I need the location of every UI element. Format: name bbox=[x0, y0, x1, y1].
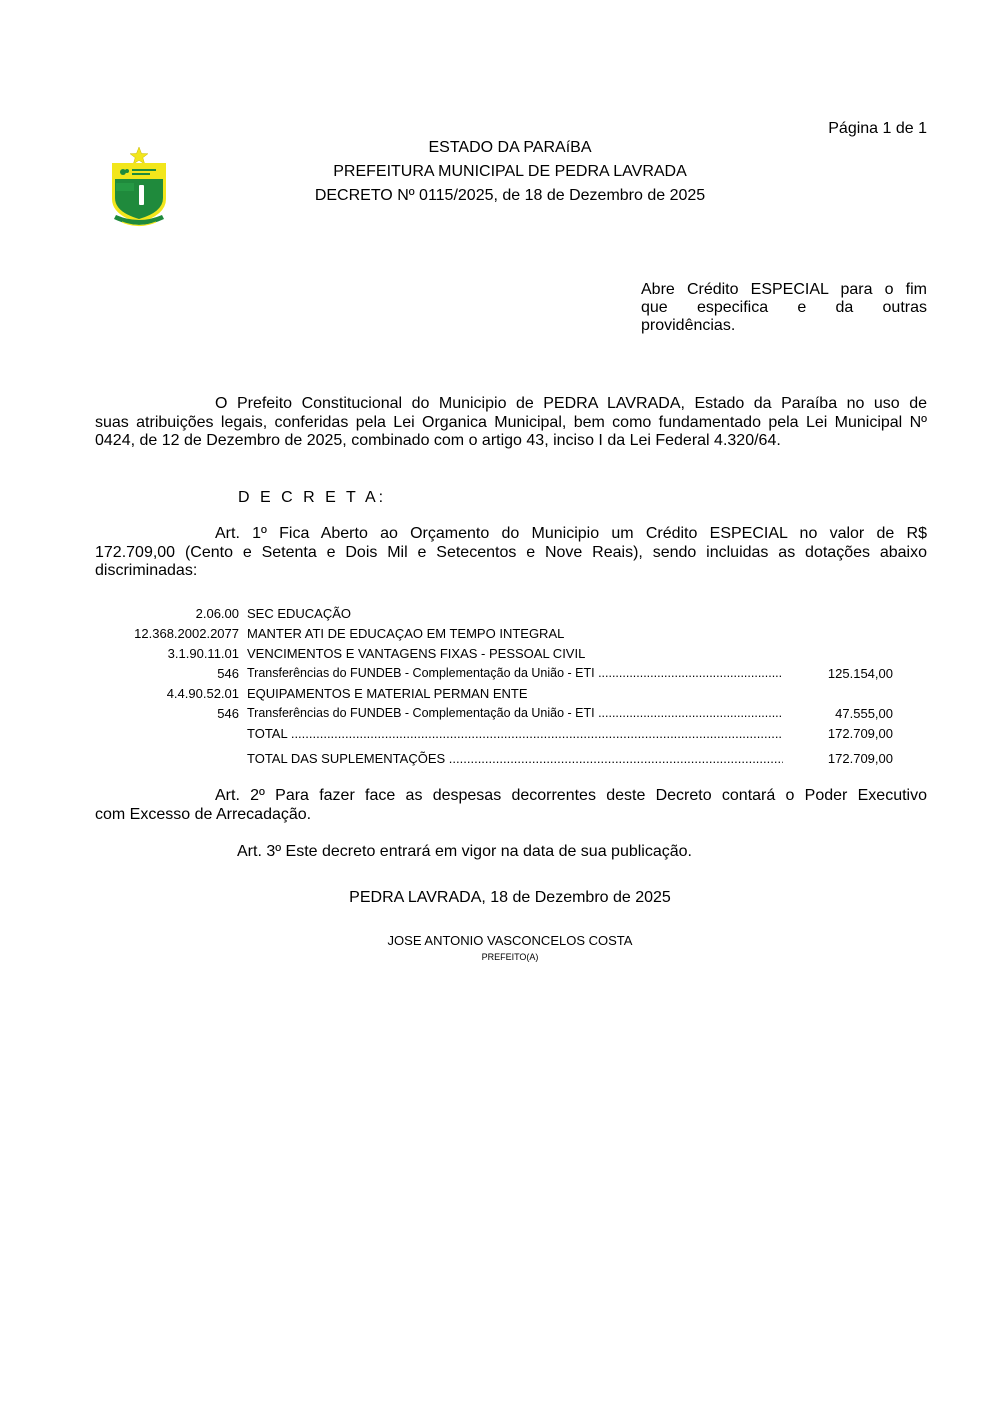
grand-total-row bbox=[95, 751, 895, 769]
signatory-name: JOSE ANTONIO VASCONCELOS COSTA bbox=[387, 933, 633, 948]
dotacao-desc: VENCIMENTOS E VANTAGENS FIXAS - PESSOAL CIVIL bbox=[247, 646, 586, 661]
page-indicator: Página 1 de 1 bbox=[828, 120, 927, 137]
ementa bbox=[641, 281, 927, 335]
total-row bbox=[95, 726, 895, 744]
dotacao-code: 3.1.90.11.01 bbox=[167, 646, 239, 661]
article-2-line: Art. 2º Para fazer face as despesas decorrentes deste Decreto contará o Poder Executivo bbox=[215, 787, 927, 804]
municipal-crest-logo bbox=[106, 145, 172, 231]
preamble-line: 0424, de 12 de Dezembro de 2025, combinado com o artigo 43, inciso I da Lei Federal 4.320/64. bbox=[95, 432, 781, 449]
table-row bbox=[95, 706, 895, 724]
dotacao-desc: SEC EDUCAÇÃO bbox=[247, 606, 352, 621]
header-state: ESTADO DA PARAíBA bbox=[428, 139, 592, 156]
place-date: PEDRA LAVRADA, 18 de Dezembro de 2025 bbox=[349, 889, 671, 906]
dotacao-code: 4.4.90.52.01 bbox=[166, 686, 239, 701]
table-row bbox=[95, 666, 895, 684]
total-label: TOTAL ..... bbox=[247, 726, 783, 741]
dotacao-code: 12.368.2002.2077 bbox=[134, 626, 239, 641]
header-decree-number: DECRETO Nº 0115/2025, de 18 de Dezembro de 2025 bbox=[314, 187, 706, 204]
table-row bbox=[95, 686, 895, 704]
dotacao-desc: EQUIPAMENTOS E MATERIAL PERMAN ENTE bbox=[247, 686, 528, 701]
article-1 bbox=[95, 525, 927, 581]
dotacao-desc: Transferências do FUNDEB - Complementação da União - ETI ..... bbox=[247, 706, 783, 720]
ementa-line: providências. bbox=[641, 317, 736, 334]
article-1-line: discriminadas: bbox=[95, 562, 198, 579]
dotacao-desc: MANTER ATI DE EDUCAÇAO EM TEMPO INTEGRAL bbox=[247, 626, 565, 641]
article-2 bbox=[95, 787, 927, 824]
preamble-line: suas atribuições legais, conferidas pela Lei Organica Municipal, bem como fundamentado pela Lei Municipal Nº bbox=[95, 413, 927, 431]
dotacao-value: 47.555,00 bbox=[835, 706, 893, 721]
ementa-line: Abre Crédito ESPECIAL para o fim bbox=[641, 281, 927, 298]
decreta-heading: D E C R E T A: bbox=[238, 489, 387, 506]
grand-total-value: 172.709,00 bbox=[827, 751, 893, 766]
article-3 bbox=[95, 843, 927, 862]
article-1-line: Art. 1º Fica Aberto ao Orçamento do Municipio um Crédito ESPECIAL no valor de R$ bbox=[215, 525, 927, 542]
dotacao-code: 546 bbox=[217, 666, 239, 681]
article-3-text: Art. 3º Este decreto entrará em vigor na data de sua publicação. bbox=[237, 843, 692, 860]
signatory-role: PREFEITO(A) bbox=[481, 952, 539, 962]
total-value: 172.709,00 bbox=[827, 726, 893, 741]
article-2-line: com Excesso de Arrecadação. bbox=[95, 805, 312, 823]
dotacao-code: 546 bbox=[217, 706, 239, 721]
table-row bbox=[95, 626, 895, 644]
dotacao-value: 125.154,00 bbox=[827, 666, 893, 681]
preamble bbox=[95, 395, 927, 451]
crest-star bbox=[130, 147, 148, 164]
article-1-line: 172.709,00 (Cento e Setenta e Dois Mil e Setecentos e Nove Reais), sendo incluidas as dotações abaixo bbox=[95, 543, 927, 561]
dotacao-code: 2.06.00 bbox=[195, 606, 239, 621]
table-row bbox=[95, 646, 895, 664]
grand-total-label: TOTAL DAS SUPLEMENTAÇÕES ..... bbox=[247, 751, 783, 766]
table-row bbox=[95, 606, 895, 624]
dotacao-desc: Transferências do FUNDEB - Complementação da União - ETI ..... bbox=[247, 666, 783, 680]
header-prefeitura: PREFEITURA MUNICIPAL DE PEDRA LAVRADA bbox=[333, 163, 687, 180]
ementa-line: que especifica e da outras bbox=[641, 299, 927, 316]
preamble-line: O Prefeito Constitucional do Municipio de PEDRA LAVRADA, Estado da Paraíba no uso de bbox=[215, 395, 927, 412]
